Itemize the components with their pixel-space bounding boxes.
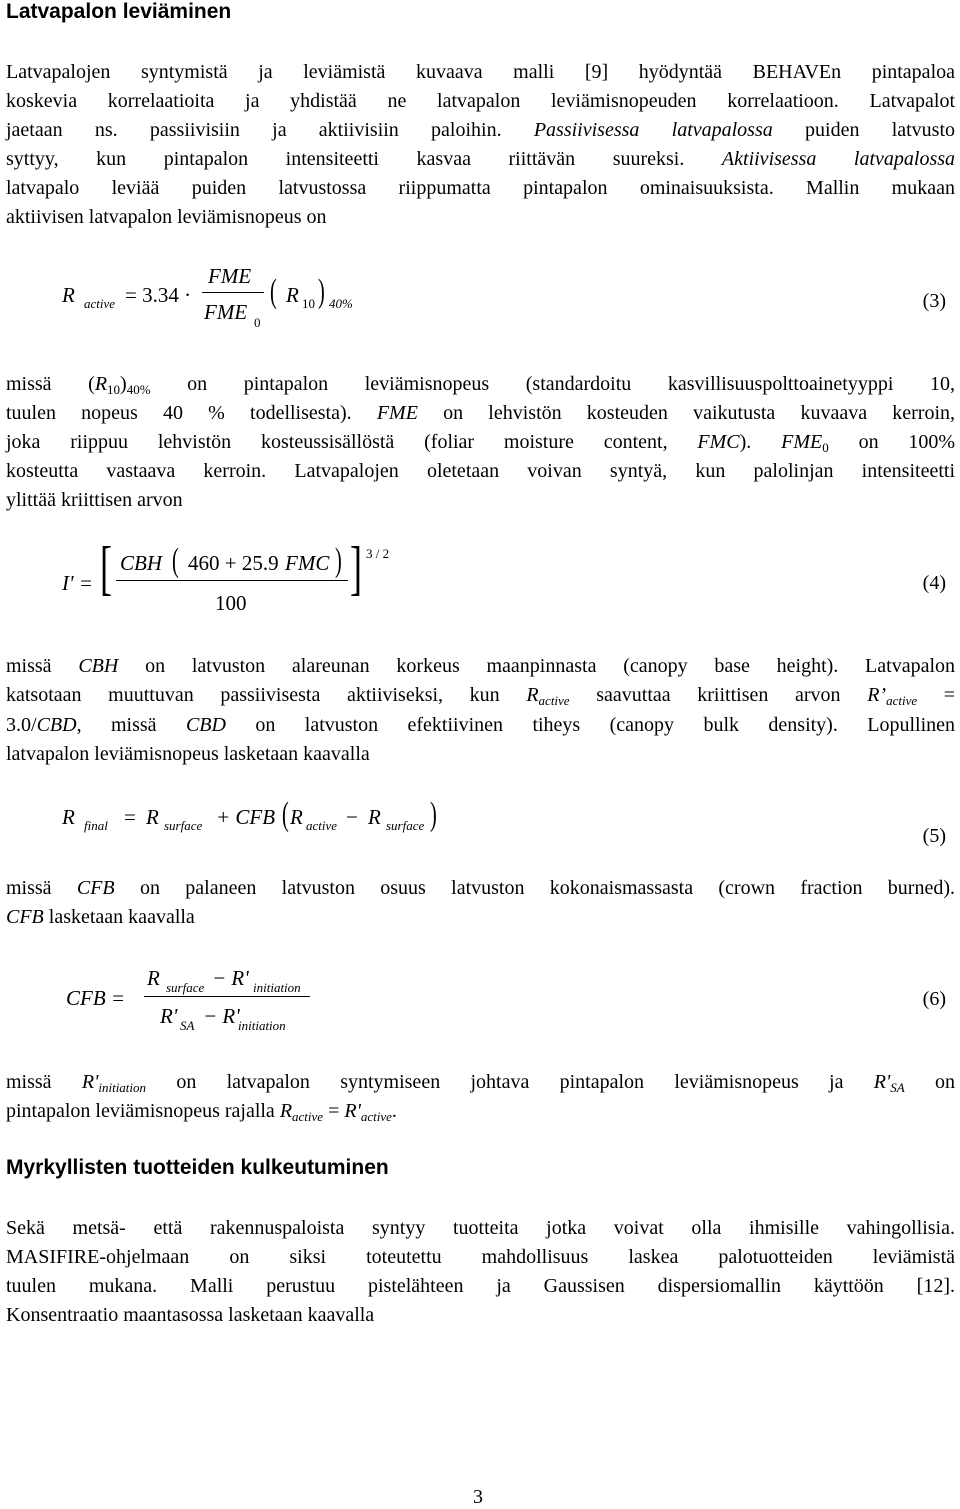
para6-line4: Konsentraatio maantasossa lasketaan kaavalla <box>6 1304 375 1326</box>
para2-line4: kosteutta vastaava kerroin. Latvapalojen oletetaan voivan syntyä, kun palolinjan intensiteetti <box>6 460 955 482</box>
para3-line3: 3.0/CBD, missä CBD on latvuston efektiivinen tiheys (canopy bulk density). Lopullinen <box>6 714 956 736</box>
para4-line2: CFB lasketaan kaavalla <box>6 906 195 928</box>
para1-line5: latvapalo leviää puiden latvustossa riippumatta pintapalon ominaisuuksista. Mallin mukaan <box>6 177 955 199</box>
para1-line2: koskevia korrelaatioita ja yhdistää ne latvapalon leviämisnopeuden korrelaatioon. Latvapalot <box>6 90 955 112</box>
section-heading-crown-fire: Latvapalon leviäminen <box>6 0 232 23</box>
page-number: 3 <box>473 1486 483 1508</box>
para3-line2: katsotaan muuttuvan passiivisesta aktiiviseksi, kun $R_{active}$ saavuttaa kriittisen arvon $R’_{active}$ = <box>6 684 956 708</box>
para1-line6: aktiivisen latvapalon leviämisnopeus on <box>6 206 327 228</box>
equation-number-6: (6) <box>922 988 946 1010</box>
equation-number-3: (3) <box>922 290 946 312</box>
para2-line5: ylittää kriittisen arvon <box>6 489 183 511</box>
para6-line1: Sekä metsä- että rakennuspaloista syntyy tuotteita jotka voivat olla ihmisille vahingollisia. <box>6 1217 955 1239</box>
section-heading-toxic-products: Myrkyllisten tuotteiden kulkeutuminen <box>6 1156 389 1179</box>
para2-line3: joka riippuu lehvistön kosteussisällöstä (foliar moisture content, FMC). $FME_0$ on 100% <box>6 431 956 455</box>
para1-line1: Latvapalojen syntymistä ja leviämistä kuvaava malli [9] hyödyntää BEHAVEn pintapaloa <box>6 61 955 83</box>
para5-line1: missä $R'_{initiation}$ on latvapalon syntymiseen johtava pintapalon leviämisnopeus ja $R'_{SA}$ on <box>6 1071 956 1095</box>
para1-line3: jaetaan ns. passiivisiin ja aktiivisiin paloihin. Passiivisessa latvapalossa puiden latvusto <box>6 119 956 141</box>
para3-line4: latvapalon leviämisnopeus lasketaan kaavalla <box>6 743 370 765</box>
equation-number-5: (5) <box>922 825 946 847</box>
para6-line3: tuulen mukana. Malli perustuu pistelähteen ja Gaussisen dispersiomallin käyttöön [12]. <box>6 1275 955 1297</box>
para5-line2: pintapalon leviämisnopeus rajalla $R_{active} = R'_{active}$. <box>6 1100 397 1124</box>
para3-line1: missä CBH on latvuston alareunan korkeus maanpinnasta (canopy base height). Latvapalon <box>6 655 956 677</box>
para2-line1: missä $(R_{10})_{40\%}$ on pintapalon leviämisnopeus (standardoitu kasvillisuuspolttoainetyyppi 10, <box>6 373 956 397</box>
para6-line2: MASIFIRE-ohjelmaan on siksi toteutettu mahdollisuus laskea palotuotteiden leviämistä <box>6 1246 955 1268</box>
equation-number-4: (4) <box>922 572 946 594</box>
para4-line1: missä CFB on palaneen latvuston osuus latvuston kokonaismassasta (crown fraction burned). <box>6 877 956 899</box>
para2-line2: tuulen nopeus 40 % todellisesta). FME on lehvistön kosteuden vaikutusta kuvaava kerroin, <box>6 402 956 424</box>
para1-line4: syttyy, kun pintapalon intensiteetti kasvaa riittävän suureksi. Aktiivisessa latvapalossa <box>6 148 956 170</box>
